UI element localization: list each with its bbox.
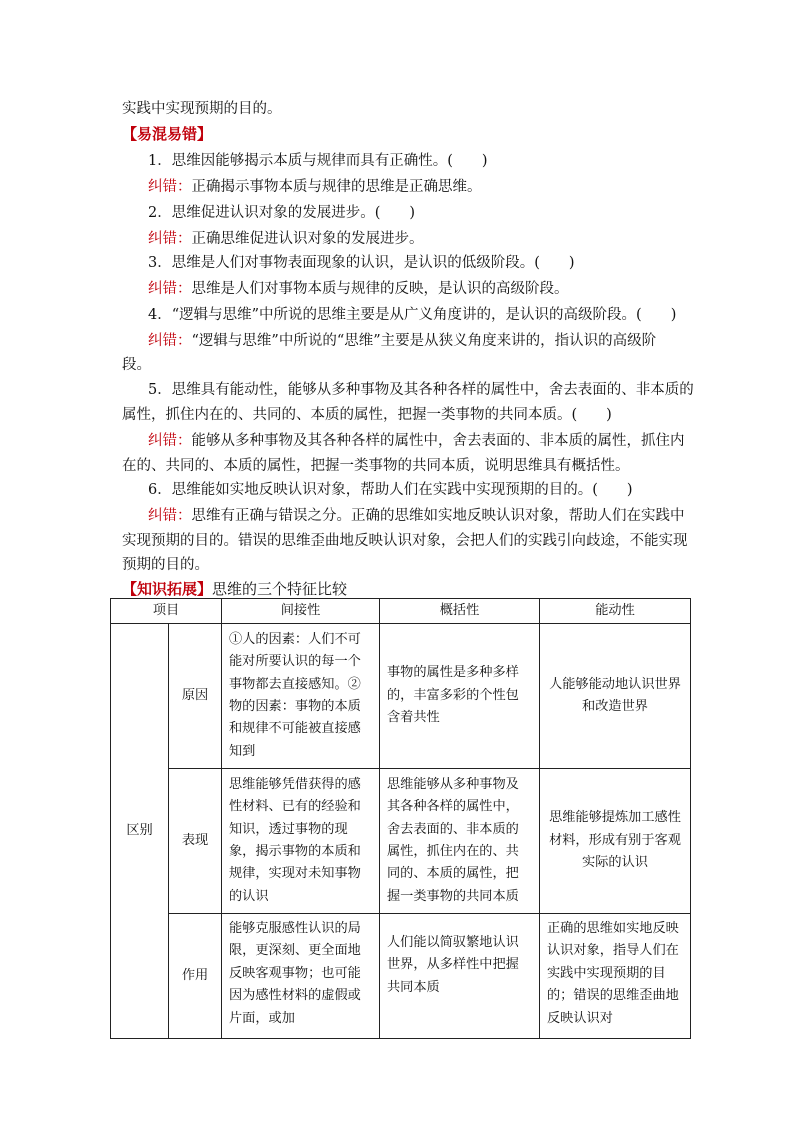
group-label: 区别 (111, 624, 169, 1039)
correction-5-cont: 在的、共同的、本质的属性，把握一类事物的共同本质，说明思维具有概括性。 (122, 458, 630, 474)
table-header-row (111, 599, 691, 624)
cell-indirect (222, 914, 380, 1039)
correction-2 (148, 227, 424, 248)
row-label: 表现 (169, 769, 222, 914)
correction-1 (148, 175, 482, 196)
cell-text: 人们能以简驭繁地认识世界，从多样性中把握共同本质 (387, 935, 519, 995)
correction-label: 纠错： (148, 281, 192, 297)
question-5: 5．思维具有能动性，能够从多种事物及其各种各样的属性中，舍去表面的、非本质的 (148, 382, 694, 398)
correction-text: 正确思维促进认识对象的发展进步。 (191, 231, 424, 247)
cell-indirect: ①人的因素：人们不可能对所要认识的每一个事物都去直接感知。②物的因素：事物的本质和规律不可能被直接感知到 (222, 624, 380, 769)
correction-5 (148, 429, 685, 450)
cell-indirect: 思维能够凭借获得的感性材料、已有的经验和知识，透过事物的现象，揭示事物的本质和规律，实现对未知事物的认识 (222, 769, 380, 914)
table-row (111, 914, 691, 1039)
correction-label: 纠错： (148, 508, 192, 524)
row-label: 原因 (169, 624, 222, 769)
cell-general: 思维能够从多种事物及其各种各样的属性中，舍去表面的、非本质的属性，抓住内在的、共同的、本质的属性，把握一类事物的共同本质 (380, 769, 540, 914)
correction-6-cont: 实现预期的目的。错误的思维歪曲地反映认识对象，会把人们的实践引向歧途，不能实现 (122, 533, 688, 549)
header-item: 项目 (111, 599, 222, 624)
correction-label: 纠错： (148, 179, 192, 195)
cell-active (540, 914, 691, 1039)
intro-tail: 实践中实现预期的目的。 (122, 101, 282, 117)
correction-3 (148, 277, 569, 298)
cell-general: 事物的属性是多种多样的，丰富多彩的个性包含着共性 (380, 624, 540, 769)
correction-text: 正确揭示事物本质与规律的思维是正确思维。 (191, 179, 482, 195)
question-4: 4．“逻辑与思维”中所说的思维主要是从广义角度讲的，是认识的高级阶段。( ) (148, 307, 677, 323)
section-title-confusions: 【易混易错】 (122, 125, 213, 143)
cell-general (380, 914, 540, 1039)
correction-label: 纠错： (148, 333, 192, 349)
correction-label: 纠错： (148, 231, 192, 247)
correction-4 (148, 329, 656, 350)
correction-text: 能够从多种事物及其各种各样的属性中，舍去表面的、非本质的属性，抓住内 (191, 433, 685, 449)
section-title-knowledge (122, 578, 347, 599)
correction-label: 纠错： (148, 433, 192, 449)
correction-text: 思维是人们对事物本质与规律的反映，是认识的高级阶段。 (191, 281, 569, 297)
question-1: 1．思维因能够揭示本质与规律而具有正确性。( ) (148, 153, 488, 169)
cell-text: 能够克服感性认识的局限，更深刻、更全面地反映客观事物；也可能因为感性材料的虚假或片面，或加 (229, 921, 361, 1026)
table-row (111, 624, 691, 769)
correction-text: “逻辑与思维”中所说的“思维”主要是从狭义角度来讲的，指认识的高级阶 (191, 333, 657, 349)
table-row (111, 769, 691, 914)
correction-6-cont2: 预期的目的。 (122, 557, 209, 573)
section-subtitle: 思维的三个特征比较 (212, 580, 348, 598)
header-active: 能动性 (540, 599, 691, 624)
question-3: 3．思维是人们对事物表面现象的认识，是认识的低级阶段。( ) (148, 255, 575, 271)
question-5-cont: 属性，抓住内在的、共同的、本质的属性，把握一类事物的共同本质。( ) (122, 407, 612, 423)
question-6: 6．思维能如实地反映认识对象，帮助人们在实践中实现预期的目的。( ) (148, 482, 633, 498)
section-title-bracket: 【知识拓展】 (122, 580, 213, 598)
question-2: 2．思维促进认识对象的发展进步。( ) (148, 205, 416, 221)
correction-text: 思维有正确与错误之分。正确的思维如实地反映认识对象，帮助人们在实践中 (191, 508, 685, 524)
correction-6 (148, 504, 685, 525)
header-general: 概括性 (380, 599, 540, 624)
cell-active: 人能够能动地认识世界和改造世界 (540, 624, 691, 769)
correction-4-cont: 段。 (122, 357, 151, 373)
cell-active: 思维能够提炼加工感性材料，形成有别于客观实际的认识 (540, 769, 691, 914)
comparison-table (110, 598, 691, 1039)
cell-text: 正确的思维如实地反映认识对象，指导人们在实践中实现预期的目的；错误的思维歪曲地反映认识对 (547, 921, 679, 1026)
row-label: 作用 (169, 914, 222, 1039)
header-indirect: 间接性 (222, 599, 380, 624)
